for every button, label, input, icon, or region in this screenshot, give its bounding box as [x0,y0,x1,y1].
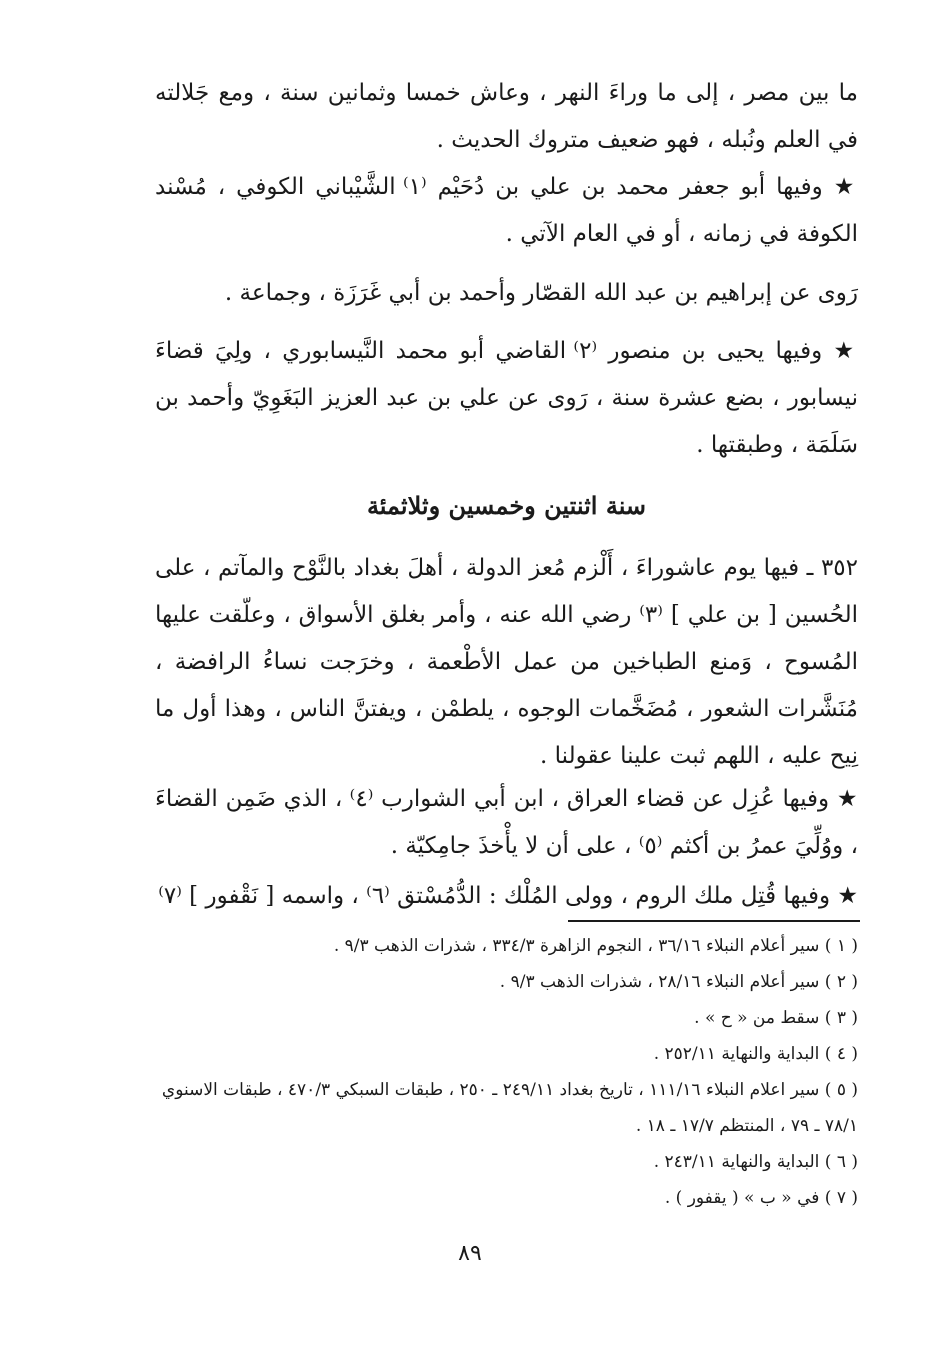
paragraph-byzantine-king: ★ وفيها قُتِل ملك الروم ، وولى المُلْك : الدُّمُسْتق ⁽٦⁾ ، واسمه [ نَقْفور ] ⁽٧⁾ [158,883,858,909]
year-heading: سنة اثنتين وخمسين وثلاثمئة [366,491,647,520]
paragraph-qadi-dismissal: ★ وفيها عُزِل عن قضاء العراق ، ابن أبي الشوارب ⁽٤⁾ ، الذي ضَمِن القضاءَ ، ووُلِّيَ عمرُ بن أكثم ⁽٥⁾ ، على أن لا يأْخذَ جامِكيّة . [155,786,858,859]
footnote-7: ( ٧ ) في « ب » ( يقفور ) . [664,1188,858,1208]
page-number: ٨٩ [458,1241,482,1266]
footnote-5: ( ٥ ) سير اعلام النبلاء ١١١/١٦ ، تاريخ بغداد ٢٤٩/١١ ـ ٢٥٠ ، طبقات السبكي ٤٧٠/٣ ، طبقات الاسنوي ٧٨/١ ـ ٧٩ ، المنتظم ١٧/٧ ـ ١٨ . [161,1080,858,1136]
paragraph-year-352: ٣٥٢ ـ فيها يوم عاشوراءَ ، أَلْزم مُعز الدولة ، أهلَ بغداد بالنَّوْح والمآتم ، على الحُسين [ بن علي ] ⁽٣⁾ رضي الله عنه ، وأمر بغلق الأسواق ، وعلّقت عليها المُسوح ، وَمنع الطباخين من عمل الأطْعمة ، وخرَجت نساءُ الرافضة ، مُنَشَّرات الشعور ، مُضَخَّمات الوجوه ، يلطمْن ، ويفتنَّ الناس ، وهذا أول ما نِيح عليه ، اللهم ثبت علينا عقولنا . [155,555,858,769]
paragraph-continuation: ما بين مصر ، إلى ما وراءَ النهر ، وعاش خمسا وثمانين سنة ، ومع جَلالته في العلم ونُبله ، فهو ضعيف متروك الحديث . [155,80,858,153]
paragraph-yahya: ★ وفيها يحيى بن منصور ⁽٢⁾ القاضي أبو محمد النَّيسابوري ، ولِيَ قضاءَ نيسابور ، بضع عشرة سنة ، رَوى عن علي بن عبد العزيز البَغَوِيّ وأحمد بن سَلَمَة ، وطبقتها . [155,338,858,458]
footnote-3: ( ٣ ) سقط من « ح » . [694,1008,858,1028]
paragraph-abu-jafar: ★ وفيها أبو جعفر محمد بن علي بن دُحَيْم ⁽١⁾ الشَّيْباني الكوفي ، مُسْند الكوفة في زمانه ، أو في العام الآتي . [155,174,858,247]
footnote-4: ( ٤ ) البداية والنهاية ٢٥٢/١١ . [653,1044,858,1064]
footnote-6: ( ٦ ) البداية والنهاية ٢٤٣/١١ . [653,1152,858,1172]
footnote-divider [568,920,860,922]
paragraph-narrators: رَوى عن إبراهيم بن عبد الله القصّار وأحمد بن أبي غَرَزَة ، وجماعة . [224,280,858,306]
footnote-1: ( ١ ) سير أعلام النبلاء ٣٦/١٦ ، النجوم الزاهرة ٣٣٤/٣ ، شذرات الذهب ٩/٣ . [333,936,858,956]
footnote-2: ( ٢ ) سير أعلام النبلاء ٢٨/١٦ ، شذرات الذهب ٩/٣ . [499,972,858,992]
